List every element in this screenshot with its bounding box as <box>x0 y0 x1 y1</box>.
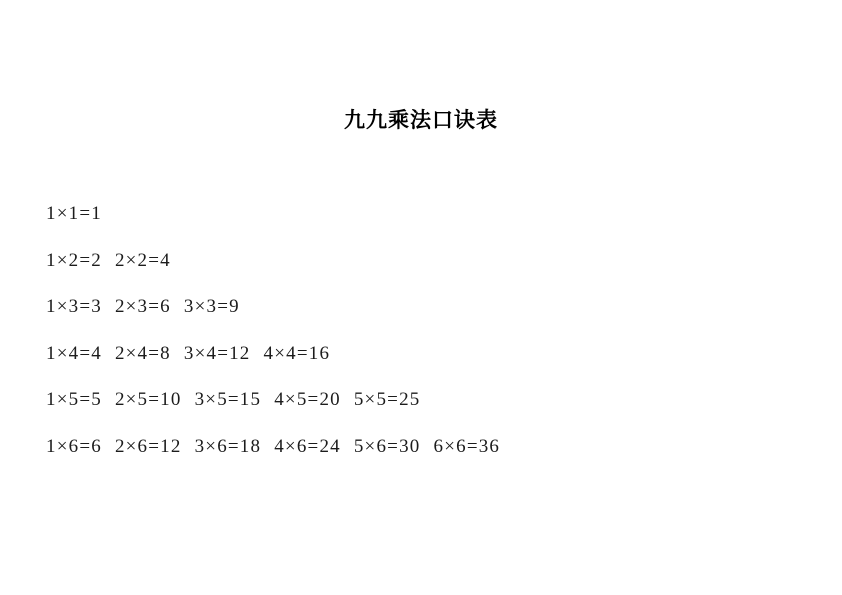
multiplication-table <box>46 203 822 482</box>
equation: 4×5=20 <box>274 389 341 410</box>
equation-row <box>46 389 822 411</box>
equation-row <box>46 436 822 458</box>
equation: 1×2=2 <box>46 249 102 271</box>
equation-row <box>46 343 822 365</box>
equation: 2×6=12 <box>114 435 182 457</box>
page-title: 九九乘法口诀表 <box>344 109 498 132</box>
equation: 2×3=6 <box>114 296 171 317</box>
equation: 3×4=12 <box>183 342 251 364</box>
equation: 1×5=5 <box>46 389 102 410</box>
equation: 6×6=36 <box>433 435 501 457</box>
equation-row <box>46 296 822 318</box>
equation: 3×5=15 <box>194 389 262 410</box>
equation-row <box>46 250 822 272</box>
equation: 4×4=16 <box>263 342 331 364</box>
equation: 1×3=3 <box>46 296 102 317</box>
equation: 3×3=9 <box>183 296 240 317</box>
equation: 1×1=1 <box>46 203 102 224</box>
equation: 5×6=30 <box>353 435 421 457</box>
equation: 3×6=18 <box>194 435 262 457</box>
equation: 2×4=8 <box>114 342 171 364</box>
equation: 2×5=10 <box>114 389 182 410</box>
equation-row <box>46 203 822 225</box>
equation: 2×2=4 <box>114 249 171 271</box>
equation: 1×6=6 <box>46 435 102 457</box>
equation: 1×4=4 <box>46 342 102 364</box>
equation: 4×6=24 <box>274 435 341 457</box>
equation: 5×5=25 <box>353 389 421 410</box>
